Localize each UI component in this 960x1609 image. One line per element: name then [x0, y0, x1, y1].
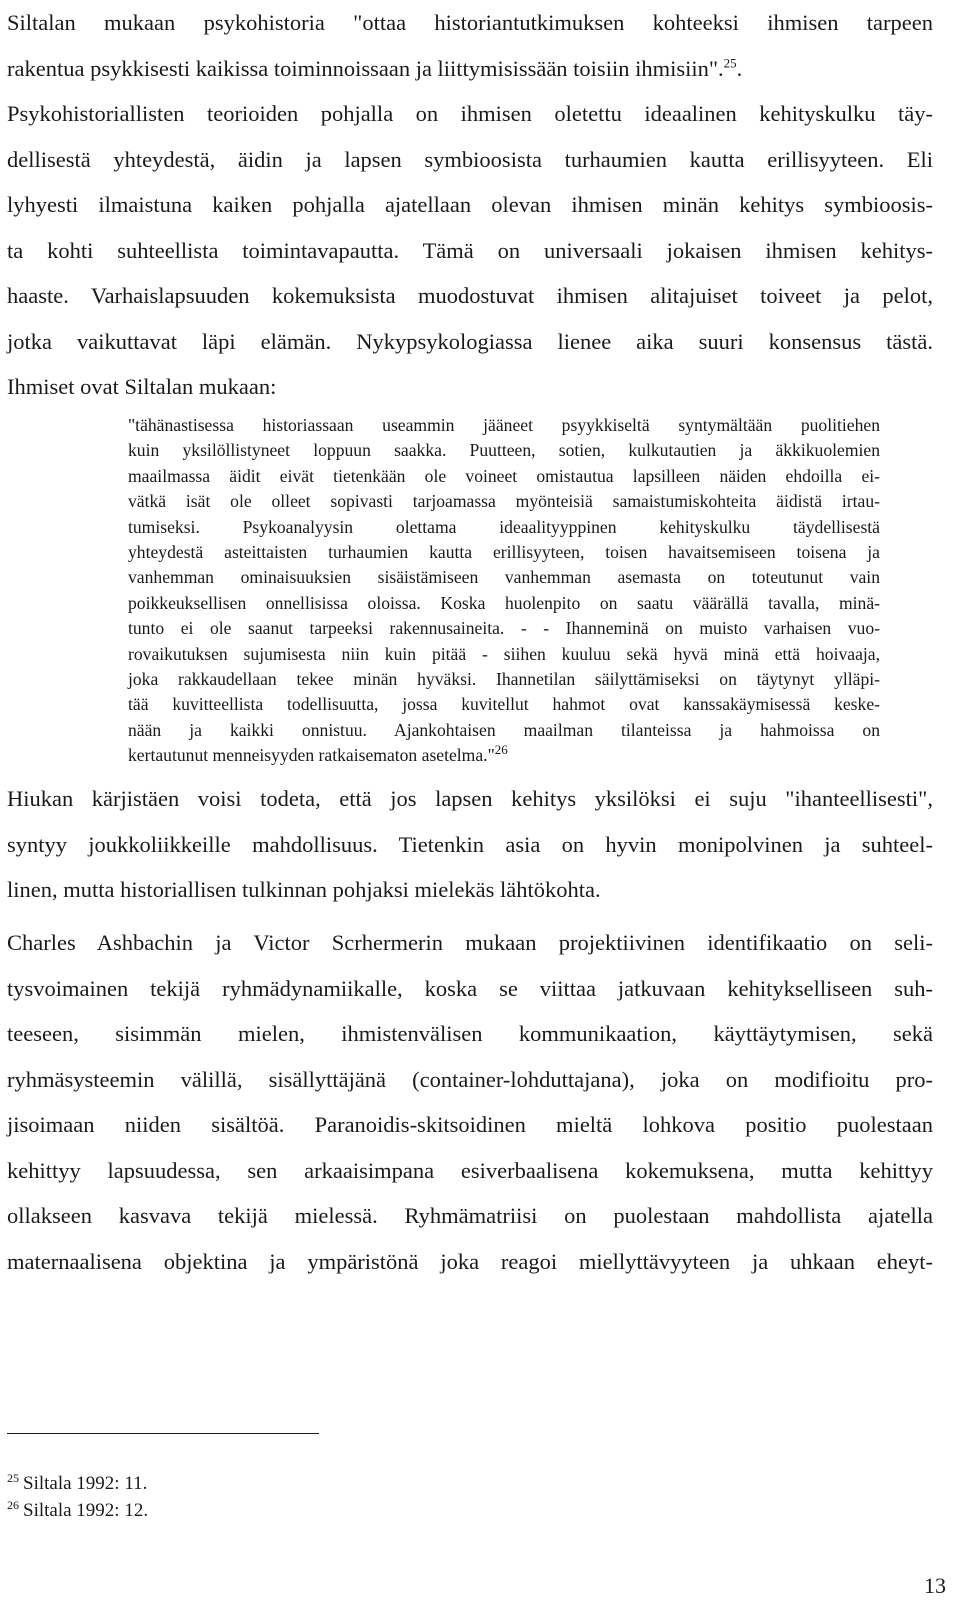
footnote-ref-25[interactable]: 25 — [723, 55, 737, 70]
body-line: haaste. Varhaislapsuuden kokemuksista muodostuvat ihmisen alitajuiset toiveet ja pelot, — [7, 283, 933, 308]
quote-line-text: kertautunut menneisyyden ratkaisematon asetelma." — [128, 745, 495, 766]
footnote-ref-26[interactable]: 26 — [494, 742, 508, 758]
body-line: syntyy joukkoliikkeille mahdollisuus. Tietenkin asia on hyvin monipolvinen ja suhteel- — [7, 831, 933, 857]
quote-line: joka rakkaudellaan tekee minän hyväksi. Ihannetilan säilyttämiseksi on täytynyt ylläpi- — [128, 668, 880, 689]
body-line: Psykohistoriallisten teorioiden pohjalla on ihmisen oletettu ideaalinen kehityskulku täy- — [7, 101, 933, 126]
body-line: Hiukan kärjistäen voisi todeta, että jos lapsen kehitys yksilöksi ei suju "ihanteellisesti", — [7, 786, 933, 811]
quote-line: tunto ei ole saanut tarpeeksi rakennusaineita. - - Ihanneminä on muisto varhaisen vuo- — [128, 618, 880, 639]
page-number: 13 — [924, 1573, 946, 1598]
quote-line: tumiseksi. Psykoanalyysin olettama ideaalityyppinen kehityskulku täydellisestä — [128, 516, 880, 537]
main-text — [7, 0, 933, 410]
paragraph-2 — [7, 920, 933, 1284]
quote-line — [128, 743, 880, 768]
quote-line: "tähänastisessa historiassaan useammin jääneet psyykkiseltä syntymältään puolitiehen — [128, 415, 880, 435]
body-line: kehittyy lapsuudessa, sen arkaaisimpana esiverbaalisena kokemuksena, mutta kehittyy — [7, 1157, 933, 1183]
footnote-number: 26 — [7, 1497, 19, 1512]
body-line: teeseen, sisimmän mielen, ihmistenvälisen kommunikaation, käyttäytymisen, sekä — [7, 1021, 933, 1046]
body-line — [7, 46, 933, 92]
quote-line: tää kuvitteellista todellisuutta, jossa kuvitellut hahmot ovat kanssakäymisessä keske- — [128, 694, 880, 715]
quote-line: rovaikutuksen sujumisesta niin kuin pitää - siihen kuuluu sekä hyvä minä että hoivaaja, — [128, 643, 880, 664]
quote-line: poikkeuksellisen onnellisissa oloissa. Koska huolenpito on saatu väärällä tavalla, minä- — [128, 592, 880, 613]
body-line: linen, mutta historiallisen tulkinnan pohjaksi mielekäs lähtökohta. — [7, 877, 601, 902]
footnote-text: Siltala 1992: 12. — [23, 1500, 149, 1521]
quote-line: maailmassa äidit eivät tietenkään ole voineet omistautua lapsilleen näiden ehdoilla ei- — [128, 465, 880, 486]
quote-line: vanhemman ominaisuuksien sisäistämiseen vanhemman asemasta on toteutunut vain — [128, 567, 880, 588]
footnote-25 — [7, 1470, 148, 1497]
body-line: jisoimaan niiden sisältöä. Paranoidis-skitsoidinen mieltä lohkova positio puolestaan — [7, 1112, 933, 1137]
body-line: maternaalisena objektina ja ympäristönä joka reagoi miellyttävyyteen ja uhkaan eheyt- — [7, 1248, 933, 1274]
quote-line: kuin yksilöllistyneet loppuun saakka. Puutteen, sotien, kulkutautien ja äkkikuolemien — [128, 440, 880, 461]
paragraph-after-quote — [7, 776, 933, 913]
body-line: ollakseen kasvava tekijä mielessä. Ryhmämatriisi on puolestaan mahdollista ajatella — [7, 1203, 933, 1228]
footnote-number: 25 — [7, 1470, 19, 1485]
quote-line: yhteydestä asteittaisten turhaumien kautta erillisyyteen, toisen havaitsemiseen toisena ja — [128, 541, 880, 562]
quote-line: vätkä isät ole olleet sopivasti tarjoamassa myönteisiä samaistumiskohteita äidistä irtau- — [128, 491, 880, 512]
footnote-ref-suffix: . — [736, 55, 743, 81]
body-line: lyhyesti ilmaistuna kaiken pohjalla ajatellaan olevan ihmisen minän kehitys symbioosis- — [7, 192, 933, 217]
footnote-divider — [7, 1433, 319, 1434]
body-line: ryhmäsysteemin välillä, sisällyttäjänä (container-lohduttajana), joka on modifioitu pro- — [7, 1066, 933, 1092]
footnote-text: Siltala 1992: 11. — [23, 1473, 148, 1494]
body-line: Ihmiset ovat Siltalan mukaan: — [7, 374, 277, 399]
footnote-26 — [7, 1497, 148, 1524]
body-line: Charles Ashbachin ja Victor Scrhermerin mukaan projektiivinen identifikaatio on seli- — [7, 930, 933, 955]
body-line: dellisestä yhteydestä, äidin ja lapsen symbioosista turhaumien kautta erillisyyteen. Eli — [7, 146, 933, 172]
footnotes — [7, 1470, 148, 1524]
body-line: ta kohti suhteellista toimintavapautta. Tämä on universaali jokaisen ihmisen kehitys- — [7, 237, 933, 263]
body-line: jotka vaikuttavat läpi elämän. Nykypsykologiassa lienee aika suuri konsensus tästä. — [7, 328, 933, 354]
quote-line: nään ja kaikki onnistuu. Ajankohtaisen maailman tilanteissa ja hahmoissa on — [128, 719, 880, 740]
body-line: Siltalan mukaan psykohistoria "ottaa historiantutkimuksen kohteeksi ihmisen tarpeen — [7, 10, 933, 35]
block-quote — [128, 413, 880, 768]
body-line-text: rakentua psykkisesti kaikissa toiminnoissaan ja liittymisissään toisiin ihmisiin". — [7, 55, 724, 81]
body-line: tysvoimainen tekijä ryhmädynamiikalle, koska se viittaa jatkuvaan kehitykselliseen suh- — [7, 975, 933, 1001]
